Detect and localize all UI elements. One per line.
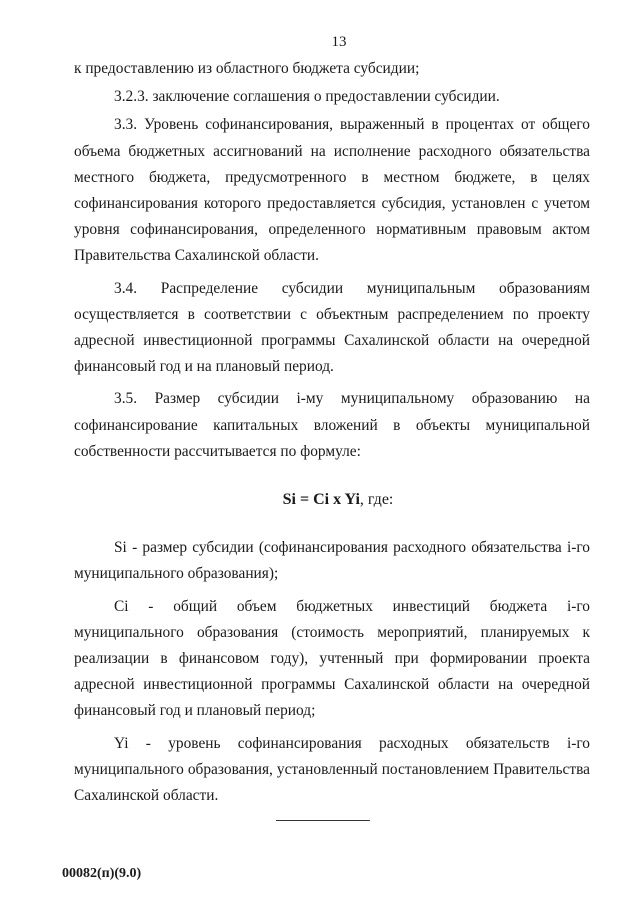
paragraph-continuation: к предоставлению из областного бюджета субсидии; <box>74 60 420 77</box>
definition-yi: Yi - уровень софинансирования расходных обязательств i-го муниципального образования, установленный постановлением Правительства Сахалинской области. <box>74 734 590 805</box>
page-number: 13 <box>331 34 347 50</box>
paragraph-3-3: 3.3. Уровень софинансирования, выраженный в процентах от общего объема бюджетных ассигнований на исполнение расходного обязательства местного бюджета, предусмотренного в местном бюджете, в целях софинансирования которого предоставляется субсидия, установлен с учетом уровня софинансирования, определенного нормативным правовым актом Правительства Сахалинской области. <box>74 116 590 265</box>
formula: Si = Ci x Yi <box>282 491 360 509</box>
formula-suffix: , где: <box>359 491 394 509</box>
closing-separator-line <box>276 820 370 821</box>
paragraph-3-4: 3.4. Распределение субсидии муниципальным образованиям осуществляется в соответствии с объектным распределением по проекту адресной инвестиционной программы Сахалинской области на очередной финансовый год и на плановый период. <box>74 279 590 376</box>
document-body <box>74 56 590 809</box>
paragraph-3-5: 3.5. Размер субсидии i-му муниципальному образованию на софинансирование капитальных вложений в объекты муниципальной собственности рассчитывается по формуле: <box>74 390 590 460</box>
definition-ci: Ci - общий объем бюджетных инвестиций бюджета i-го муниципального образования (стоимость мероприятий, планируемых к реализации в финансовом году), учтенный при формировании проекта адресной инвестиционной программы Сахалинской области на очередной финансовый год и плановый период; <box>74 597 590 720</box>
paragraph-3-2-3: 3.2.3. заключение соглашения о предоставлении субсидии. <box>114 88 500 106</box>
definition-si: Si - размер субсидии (софинансирования расходного обязательства i-го муниципального образования); <box>74 539 590 583</box>
formula-line <box>74 487 590 513</box>
document-code: 00082(п)(9.0) <box>62 866 142 881</box>
